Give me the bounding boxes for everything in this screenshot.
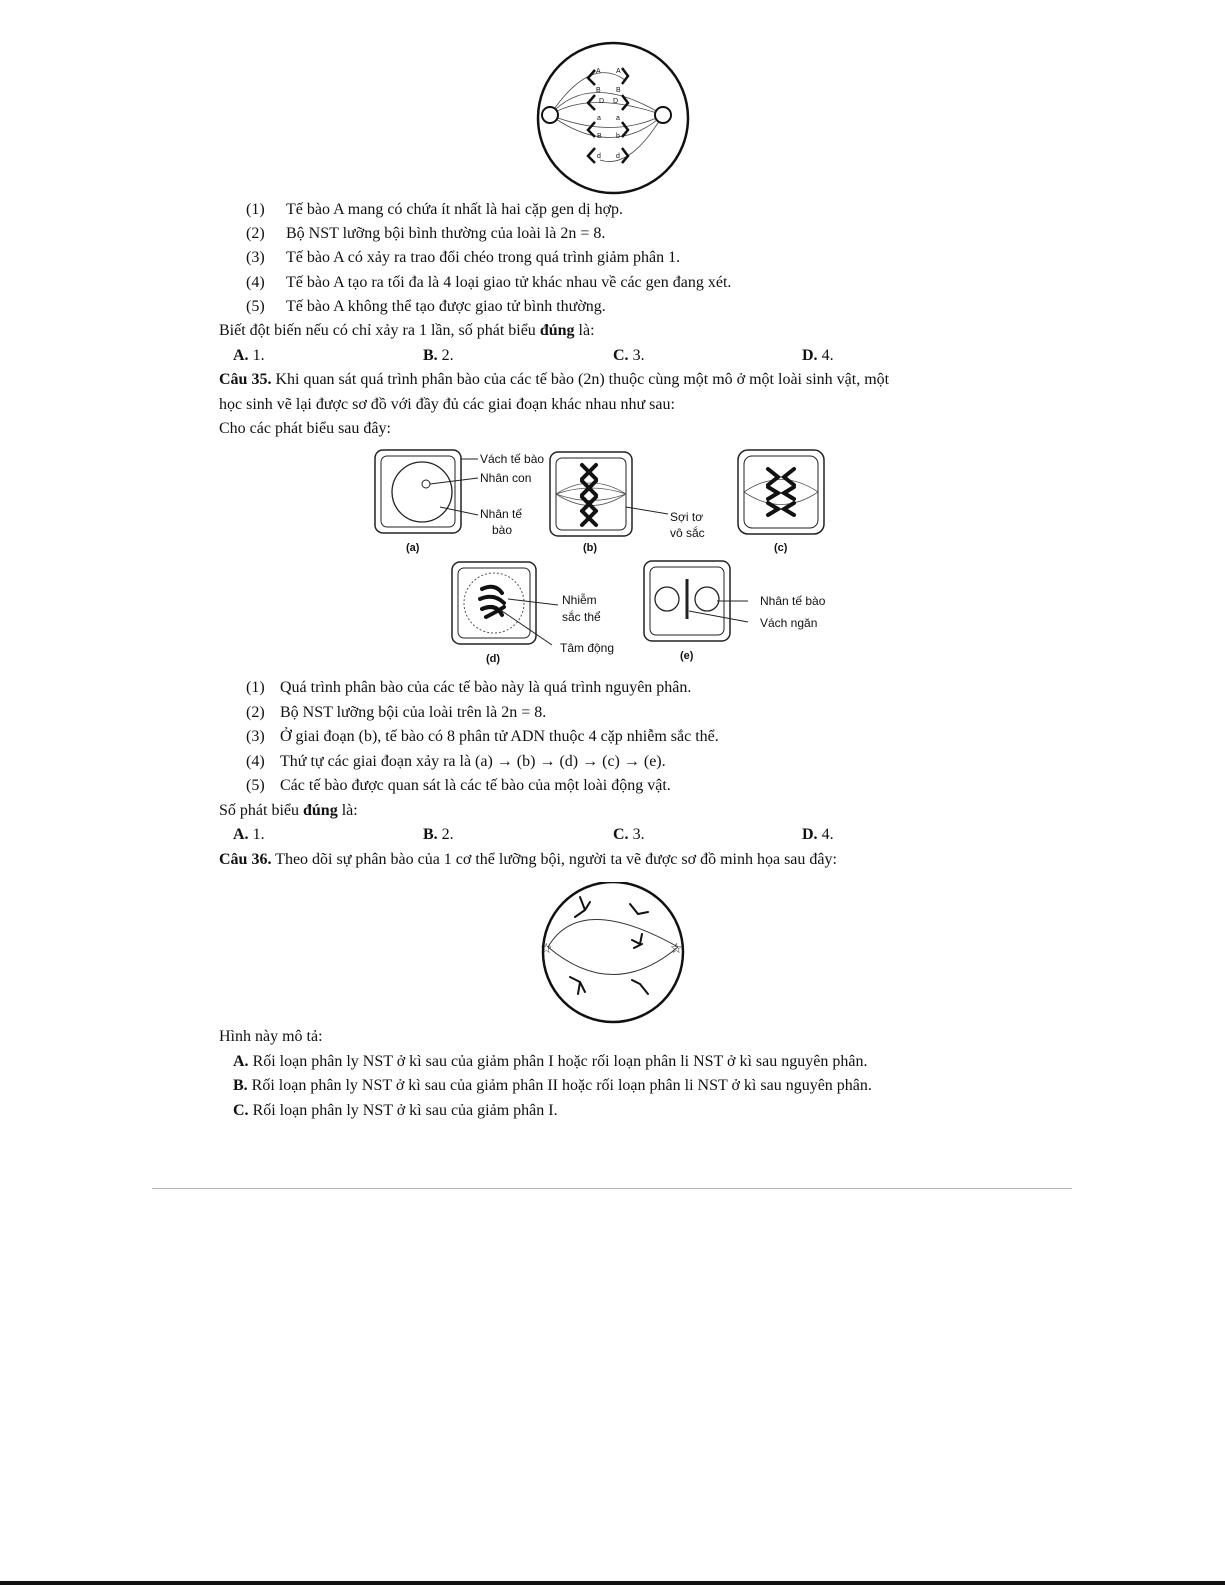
gene-label: A [616, 68, 621, 75]
stage-b-cell [550, 452, 668, 536]
page-divider [152, 1188, 1072, 1189]
q34-option-d[interactable]: D. 4. [802, 347, 834, 364]
label-cell-wall: Vách tế bào [480, 452, 545, 466]
q34-option-a[interactable]: A. 1. [233, 347, 265, 364]
gene-label: d [597, 153, 601, 160]
q36-option-c[interactable]: C. Rối loạn phân ly NST ở kì sau của giảm phân I. [233, 1102, 558, 1119]
q35-statement: (2) Bộ NST lưỡng bội của loài trên là 2n = 8. [246, 704, 547, 721]
q35-question-line2: học sinh vẽ lại được sơ đồ với đầy đủ các giai đoạn khác nhau như sau: [219, 396, 675, 413]
q34-statement: (2) Bộ NST lưỡng bội bình thường của loài là 2n = 8. [246, 225, 606, 242]
stage-e-cell [644, 561, 748, 641]
q35-prompt: Số phát biểu đúng là: [219, 802, 358, 819]
label-spindle: vô sắc [670, 526, 705, 540]
gene-label: B [616, 87, 621, 94]
q35-statement: (1) Quá trình phân bào của các tế bào này là quá trình nguyên phân. [246, 679, 692, 696]
q35-statement: (4) Thứ tự các giai đoạn xảy ra là (a) → (b) → (d) → (c) → (e). [246, 753, 666, 770]
cell-division-stages-figure [370, 447, 850, 672]
label-cell-nucleus: Nhân tế bào [760, 594, 826, 608]
q35-question-line3: Cho các phát biểu sau đây: [219, 420, 391, 437]
label-chromosome: Nhiễm [562, 593, 597, 607]
gene-label: a [616, 115, 620, 122]
bottom-border [0, 1581, 1225, 1585]
q34-prompt: Biết đột biến nếu có chỉ xảy ra 1 lần, số phát biểu đúng là: [219, 322, 595, 339]
gene-label: A [596, 68, 601, 75]
caption-d: (d) [486, 653, 501, 665]
q36-prompt: Hình này mô tả: [219, 1028, 323, 1045]
q35-option-c[interactable]: C. 3. [613, 826, 645, 843]
gene-label: b [616, 133, 620, 140]
q35-statement: (3) Ở giai đoạn (b), tế bào có 8 phân tử ADN thuộc 4 cặp nhiễm sắc thể. [246, 728, 719, 745]
caption-e: (e) [680, 650, 694, 662]
centrosome-icon: ☆ [540, 940, 553, 956]
centrosome-icon: ☆ [670, 940, 683, 956]
cell-a-figure [530, 40, 700, 200]
q34-statement: (3) Tế bào A có xảy ra trao đổi chéo trong quá trình giảm phân 1. [246, 249, 681, 266]
q34-statement: (4) Tế bào A tạo ra tối đa là 4 loại giao tử khác nhau về các gen đang xét. [246, 274, 732, 291]
stage-c-cell [738, 450, 824, 534]
q35-option-d[interactable]: D. 4. [802, 826, 834, 843]
q36-question: Câu 36. Theo dõi sự phân bào của 1 cơ thể lưỡng bội, người ta vẽ được sơ đồ minh họa sau đây: [219, 851, 837, 868]
caption-b: (b) [583, 542, 598, 554]
label-spindle: Sợi tơ [670, 510, 704, 524]
q36-option-b[interactable]: B. Rối loạn phân ly NST ở kì sau của giảm phân II hoặc rối loạn phân li NST ở kì sau nguyên phân. [233, 1077, 872, 1094]
gene-label: a [597, 115, 601, 122]
gene-label: D [613, 98, 619, 105]
caption-a: (a) [406, 542, 420, 554]
q34-statement: (5) Tế bào A không thể tạo được giao tử bình thường. [246, 298, 606, 315]
q34-statement: (1) Tế bào A mang có chứa ít nhất là hai cặp gen dị hợp. [246, 201, 624, 218]
gene-label: D [599, 98, 605, 105]
q35-question-line1: Câu 35. Khi quan sát quá trình phân bào của các tế bào (2n) thuộc cùng một mô ở một loài sinh vật, một [219, 371, 890, 388]
q34-option-b[interactable]: B. 2. [423, 347, 454, 364]
label-nucleolus: Nhân con [480, 471, 532, 485]
gene-label: B [597, 133, 602, 140]
label-centromere: Tâm động [560, 641, 615, 655]
label-nucleus: Nhân tế [480, 507, 523, 521]
label-chromosome: sắc thể [562, 610, 601, 624]
q34-option-c[interactable]: C. 3. [613, 347, 645, 364]
label-nucleus: bào [492, 523, 513, 537]
q35-option-b[interactable]: B. 2. [423, 826, 454, 843]
stage-d-cell [452, 562, 558, 645]
q36-option-a[interactable]: A. Rối loạn phân ly NST ở kì sau của giảm phân I hoặc rối loạn phân li NST ở kì sau nguyên phân. [233, 1053, 868, 1070]
q35-option-a[interactable]: A. 1. [233, 826, 265, 843]
gene-label: B [596, 87, 601, 94]
anaphase-cell-figure [530, 882, 700, 1032]
gene-label: d [616, 153, 620, 160]
stage-a-cell [375, 450, 478, 533]
label-septum: Vách ngăn [760, 616, 818, 630]
q35-statement: (5) Các tế bào được quan sát là các tế bào của một loài động vật. [246, 777, 671, 794]
caption-c: (c) [774, 542, 788, 554]
